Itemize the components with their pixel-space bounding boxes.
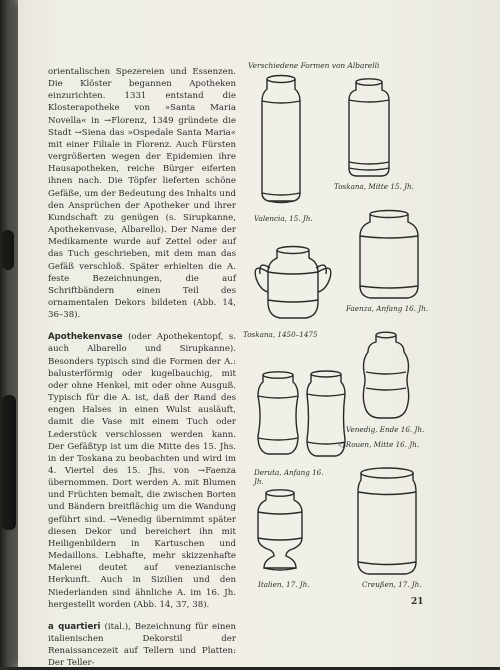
entry-term: Apothekenvase: [48, 332, 123, 343]
caption-venedig: Venedig, Ende 16. Jh.: [346, 425, 425, 434]
jar-deruta-pair: [254, 370, 354, 462]
caption-valencia: Valencia, 15. Jh.: [254, 214, 313, 223]
caption-italien: Italien, 17. Jh.: [258, 580, 310, 589]
albarelli-figures: [238, 0, 458, 667]
jar-valencia: [256, 71, 306, 211]
jar-faenza: [354, 208, 424, 303]
paragraph-a-quartieri: a quartieri (ital.), Bezeichnung für einen italienischen Dekorstil der Renaissancezeit auf Tellern und Platten: Der Teller-: [48, 621, 236, 669]
entry-term: a quartieri: [48, 621, 101, 632]
figure-title: Verschiedene Formen von Albarelli: [248, 61, 380, 70]
caption-rouen: ◁ Rouen, Mitte 16. Jh.: [338, 440, 420, 449]
caption-faenza: Faenza, Anfang 16. Jh.: [346, 304, 429, 313]
jar-toskana-1450: [248, 244, 338, 322]
text-column: [48, 66, 236, 670]
jar-venedig: [358, 330, 414, 422]
previous-page-illustration: [2, 230, 14, 270]
caption-deruta: Deruta, Anfang 16. Jh.: [254, 468, 324, 486]
paragraph-apothekenvase: Apothekenvase (oder Apothekentopf, s. auch Albarello und Sirupkanne). Besonders typisch sind die Formen der A.: balusterförmig oder kugelbauchig, mit oder ohne Henkel, mit oder ohne Ausguß. Typisch für die A. ist, daß der Rand des engen Halses in einen Wulst ausläuft, damit die Vase mit einem Tuch oder Lederstück verschlossen werden kann. Der Gefäßtyp ist um die Mitte des 15. Jhs. in der Toskana zu beobachten und wird im 4. Viertel des 15. Jhs. von →Faenza übernommen. Dort werden A. mit Blumen und Früchten bemalt, die zwischen Borten und Bändern breitflächig um die Wandung geführt sind. →Venedig übernimmt später diesen Dekor und bereichert ihn mit Heiligenbildern in Kartuschen und Medaillons. Lebhafte, mehr skizzenhafte Malerei deutet auf venezianische Herkunft. Auch in Sizilien und den Niederlanden sind ähnliche A. im 16. Jh. hergestellt worden (Abb. 14, 37, 38).: [48, 332, 236, 610]
jar-toskana-mitte: [343, 76, 395, 180]
previous-page-illustration: [2, 395, 16, 530]
paragraph-apotheke: orientalischen Spezereien und Essenzen. Die Klöster begannen Apotheken einzurichten. 1331 entstand die Klosterapotheke von »Santa Maria Novella« in →Florenz, 1349 gründete die Stadt →Siena das »Ospedale Santa Maria« mit einer Filiale in Florenz. Auch Fürsten vergrößerten wegen der Epidemien ihre Hausapotheken, reiche Bürger eiferten ihnen nach. Die Töpfer lieferten schöne Gefäße, um der Bedeutung des Inhalts und den Ansprüchen der Apotheker und ihrer Kundschaft zu genügen (s. Sirupkanne, Apothekenvase, Albarello). Der Name der Medikamente wurde auf Zettel oder auf das Tuch geschrieben, mit dem man das Gefäß verschloß. Später erhielten die A. feste Bezeichnungen, die auf Schriftbändern einen Teil des ornamentalen Dekors bildeten (Abb. 14, 36–38).: [48, 67, 236, 321]
caption-toskana-mitte: Toskana, Mitte 15. Jh.: [334, 182, 414, 191]
jar-italien: [254, 488, 306, 578]
jar-creussen: [352, 466, 422, 578]
caption-creussen: Creußen, 17. Jh.: [362, 580, 422, 589]
page-number: 21: [411, 597, 424, 607]
caption-toskana-1450: Toskana, 1450–1475: [243, 330, 318, 339]
